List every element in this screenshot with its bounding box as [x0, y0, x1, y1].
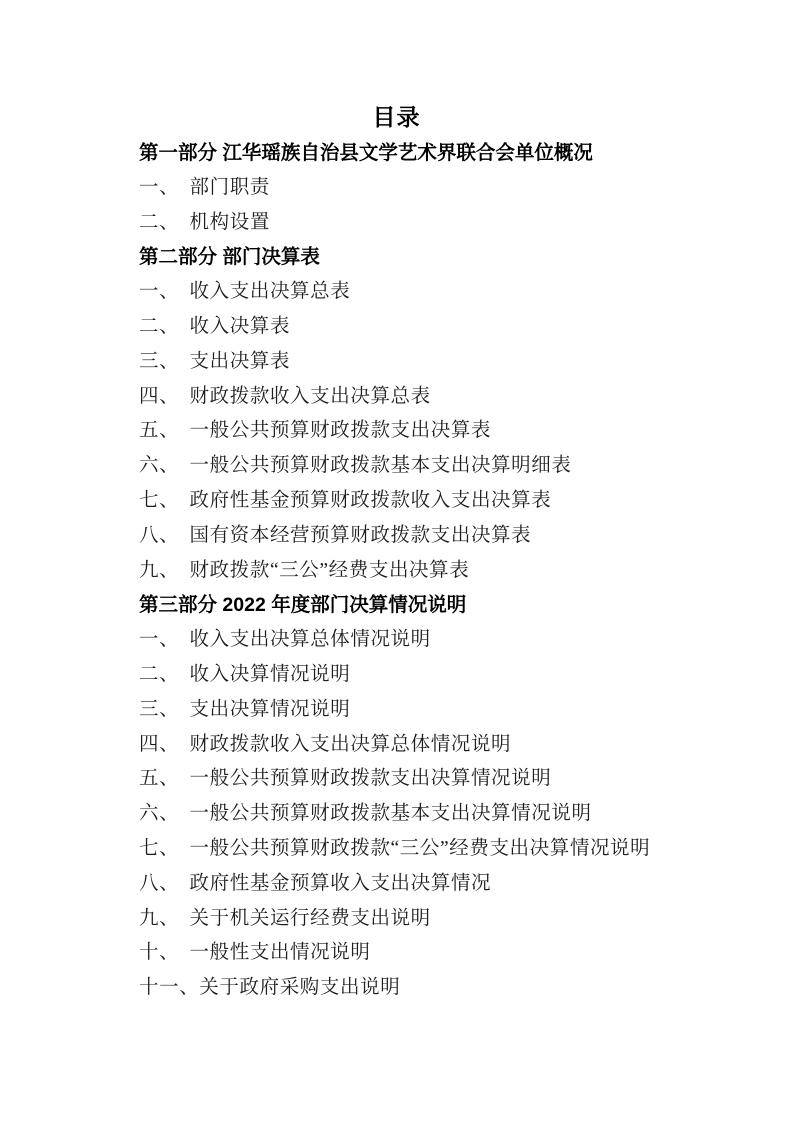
toc-item: 五、 一般公共预算财政拨款支出决算表	[139, 420, 492, 442]
toc-item: 四、 财政拨款收入支出决算总表	[139, 385, 431, 407]
toc-item: 七、 政府性基金预算财政拨款收入支出决算表	[139, 489, 552, 511]
toc-item: 五、 一般公共预算财政拨款支出决算情况说明	[139, 768, 552, 790]
toc-item: 二、 收入决算表	[139, 315, 291, 337]
toc-item: 十、 一般性支出情况说明	[139, 942, 371, 964]
toc-item: 二、 机构设置	[139, 211, 270, 233]
section-heading-part1: 第一部分 江华瑶族自治县文学艺术界联合会单位概况	[139, 142, 593, 164]
toc-item: 六、 一般公共预算财政拨款基本支出决算情况说明	[139, 803, 592, 825]
toc-item: 六、 一般公共预算财政拨款基本支出决算明细表	[139, 455, 572, 477]
toc-item: 一、 收入支出决算总表	[139, 281, 351, 303]
toc-item: 三、 支出决算表	[139, 350, 291, 372]
section-heading-part2: 第二部分 部门决算表	[139, 246, 320, 269]
toc-item: 九、 财政拨款“三公”经费支出决算表	[139, 559, 470, 581]
toc-item: 八、 政府性基金预算收入支出决算情况	[139, 872, 492, 894]
toc-item: 二、 收入决算情况说明	[139, 663, 351, 685]
toc-item: 三、 支出决算情况说明	[139, 698, 351, 720]
toc-item: 一、 部门职责	[139, 176, 270, 198]
page-title: 目录	[372, 104, 421, 130]
toc-item: 一、 收入支出决算总体情况说明	[139, 629, 431, 651]
toc-item: 七、 一般公共预算财政拨款“三公”经费支出决算情况说明	[139, 837, 651, 859]
toc-item: 八、 国有资本经营预算财政拨款支出决算表	[139, 524, 532, 546]
toc-item: 四、 财政拨款收入支出决算总体情况说明	[139, 733, 512, 755]
toc-item: 九、 关于机关运行经费支出说明	[139, 907, 431, 929]
section-heading-part3: 第三部分 2022 年度部门决算情况说明	[139, 594, 467, 617]
toc-item: 十一、关于政府采购支出说明	[139, 977, 401, 999]
